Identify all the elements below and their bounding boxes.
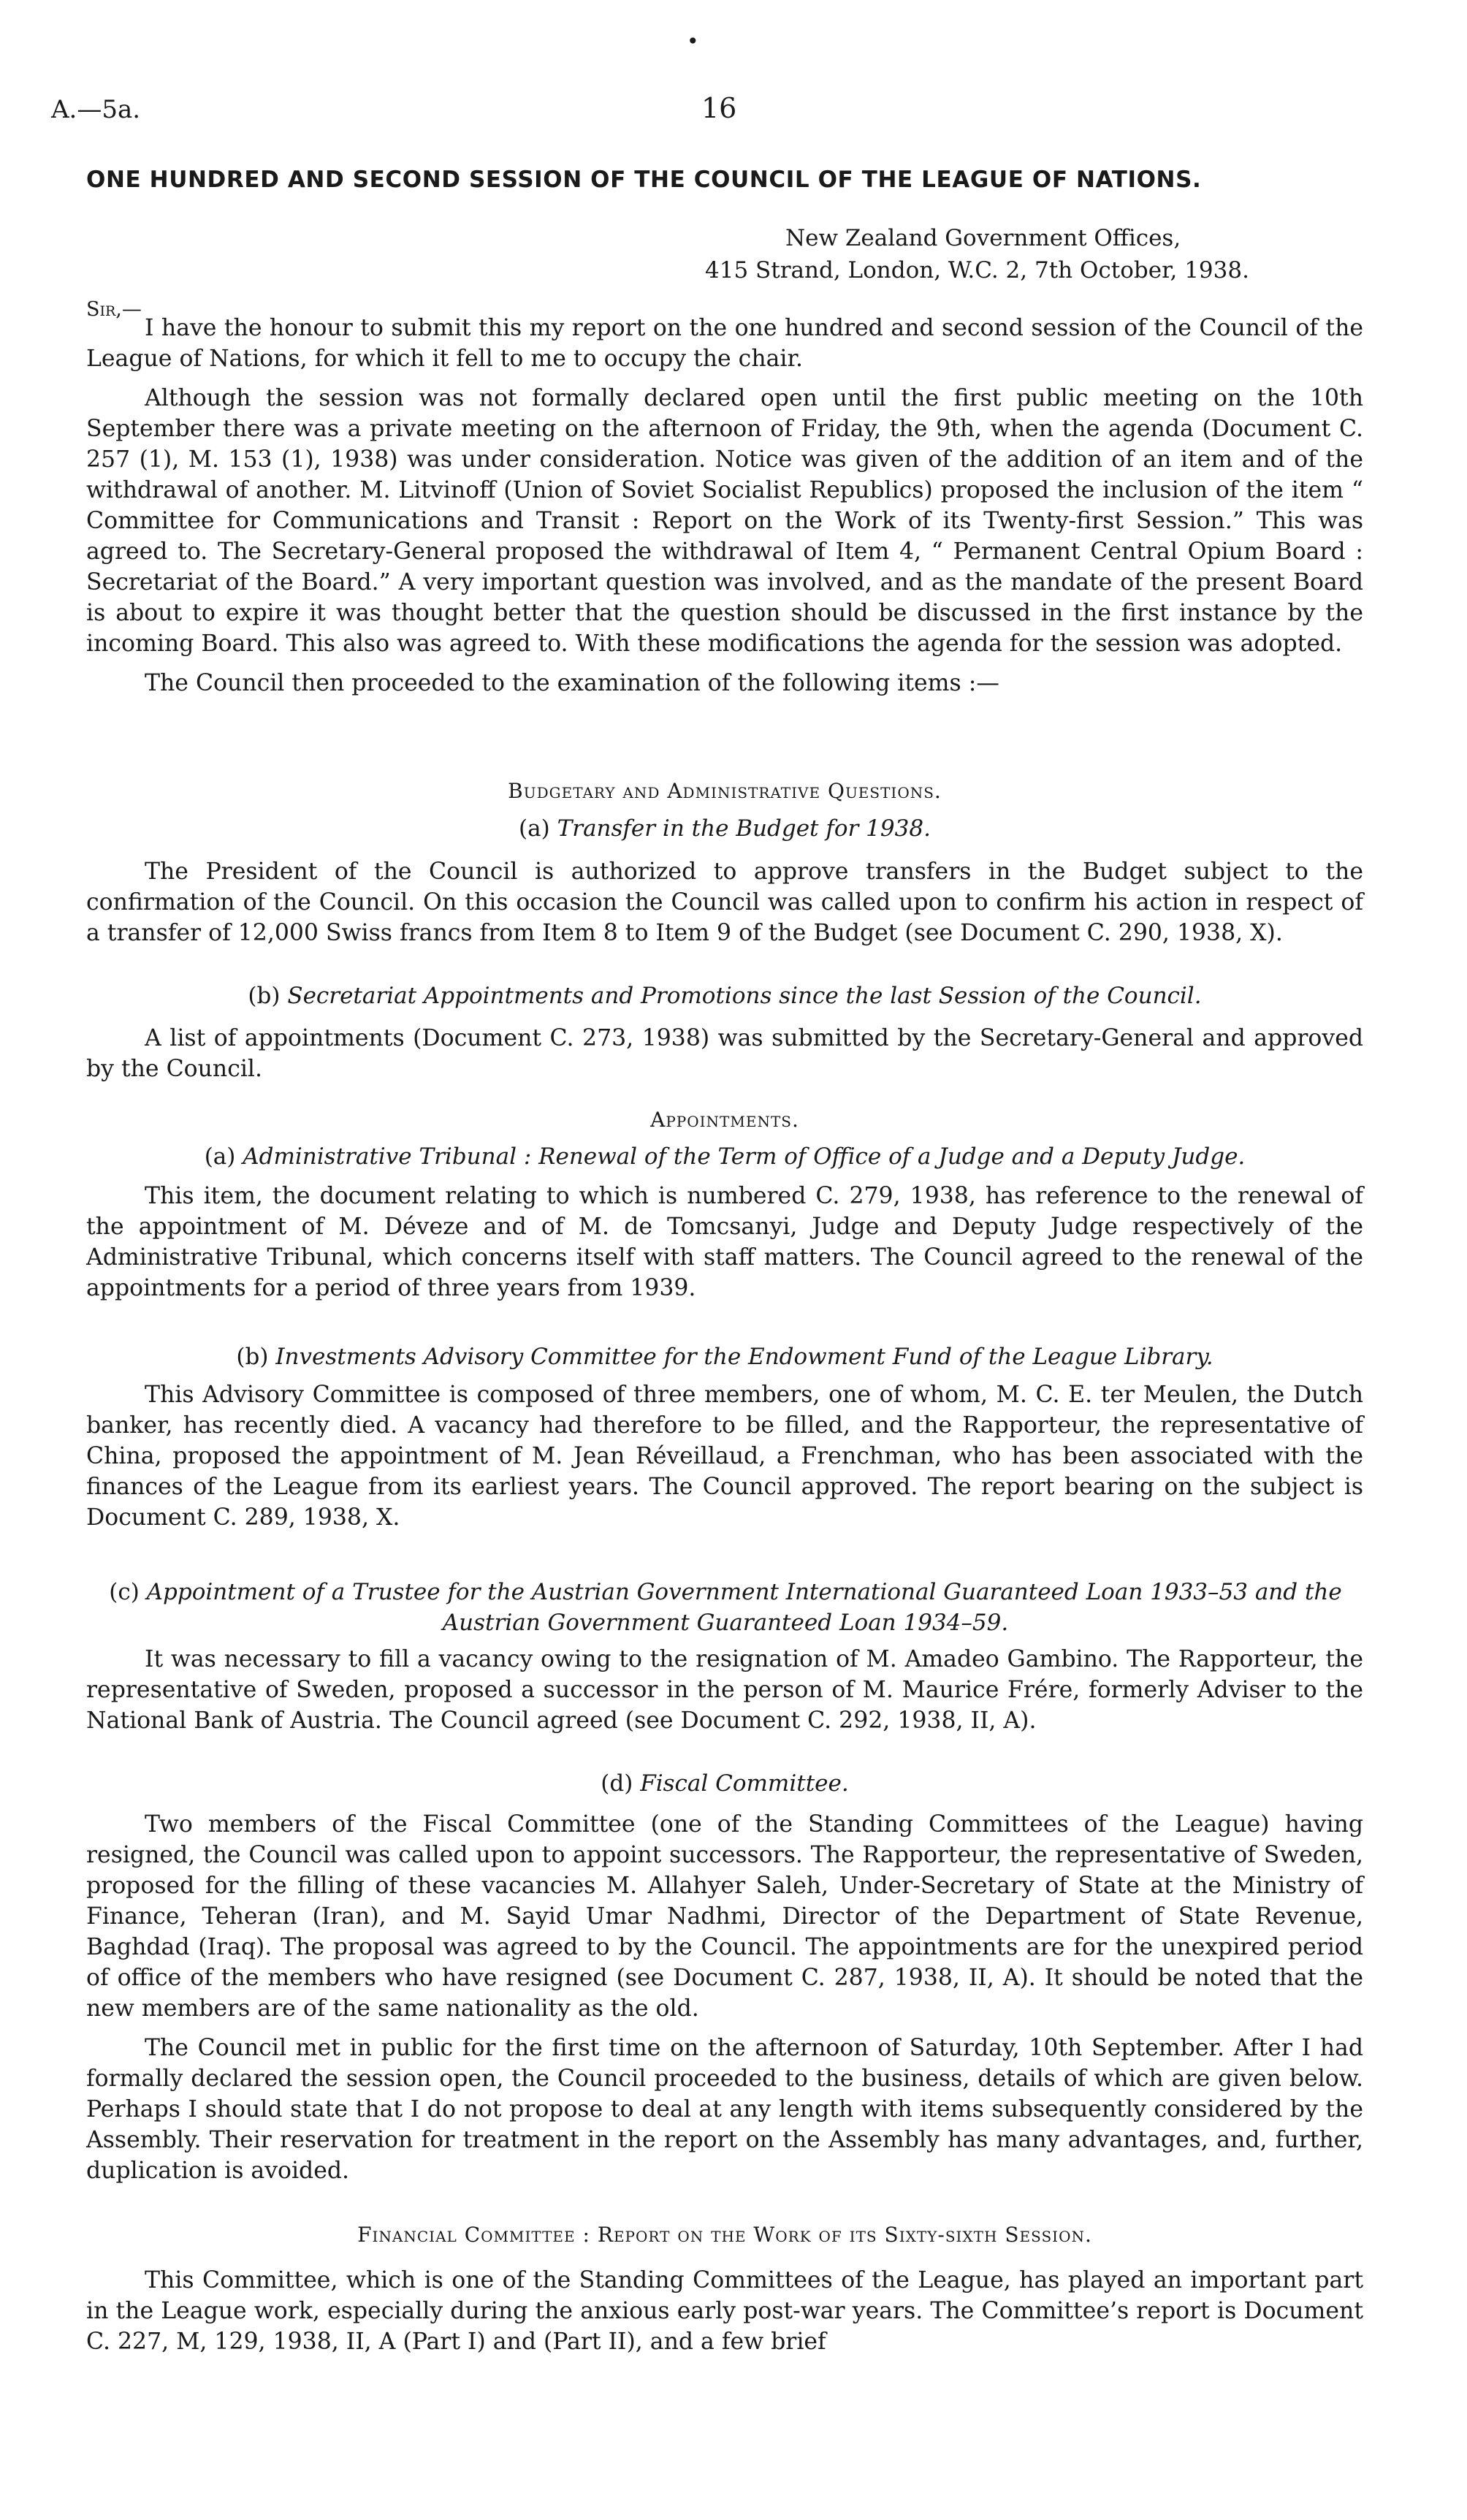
subheading-label: (b) bbox=[236, 1344, 269, 1370]
page-number: 16 bbox=[701, 92, 737, 124]
paragraph-intro: I have the honour to submit this my report on the one hundred and second session of the Council of the League of Nations, for which it fell to me to occupy the chair. bbox=[86, 315, 1363, 372]
tribunal-section bbox=[86, 1181, 1363, 1303]
paragraph-secretariat: A list of appointments (Document C. 273, 1938) was submitted by the Secretary-General and approved by the Council. bbox=[86, 1025, 1363, 1082]
page-title: ONE HUNDRED AND SECOND SESSION OF THE COUNCIL OF THE LEAGUE OF NATIONS. bbox=[86, 167, 1202, 193]
subheading-fiscal bbox=[86, 1768, 1363, 1799]
trustee-section bbox=[86, 1644, 1363, 1736]
heading-budgetary: Budgetary and Administrative Questions. bbox=[508, 779, 942, 803]
budget-transfer-section bbox=[86, 856, 1363, 948]
paragraph-fiscal-appointments: Two members of the Fiscal Committee (one of the Standing Committees of the League) having resigned, the Council was called upon to appoint successors. The Rapporteur, the representative of Sweden, proposed for the filling of these vacancies M. Allahyer Saleh, Under-Secretary of State at the Ministry of Finance, Teheran (Iran), and M. Sayid Umar Nadhmi, Director of the Department of State Revenue, Baghdad (Iraq). The proposal was agreed to by the Council. The appointments are for the unexpired period of office of the members who have resigned (see Document C. 287, 1938, II, A). It should be noted that the new members are of the same nationality as the old. bbox=[86, 1811, 1363, 2022]
paragraph-items: The Council then proceeded to the examination of the following items :— bbox=[145, 670, 999, 696]
paragraph-public-meeting: The Council met in public for the first time on the afternoon of Saturday, 10th September. After I had formally declared the session open, the Council proceeded to the business, details of which are given below. Perhaps I should state that I do not propose to deal at any length with items subsequently considered by the Assembly. Their reservation for treatment in the report on the Assembly has many advantages, and, further, duplication is avoided. bbox=[86, 2035, 1363, 2184]
subheading-tribunal bbox=[86, 1141, 1363, 1172]
subheading-label: (b) bbox=[248, 983, 281, 1009]
subheading-text: Fiscal Committee. bbox=[640, 1770, 849, 1797]
subheading-budget-transfer bbox=[86, 813, 1363, 844]
subheading-text: Administrative Tribunal : Renewal of the Term of Office of a Judge and a Deputy Judge. bbox=[243, 1143, 1246, 1170]
page-mark: • bbox=[687, 29, 699, 53]
subheading-secretariat bbox=[86, 981, 1363, 1011]
paragraph-investments: This Advisory Committee is composed of three members, one of whom, M. C. E. ter Meulen, the Dutch banker, has recently died. A vacancy had therefore to be filled, and the Rapporteur, the representative of China, proposed the appointment of M. Jean Réveillaud, a Frenchman, who has been associated with the finances of the League from its earliest years. The Council approved. The report bearing on the subject is Document C. 289, 1938, X. bbox=[86, 1382, 1363, 1531]
subheading-label: (d) bbox=[601, 1770, 633, 1797]
subheading-label: (c) bbox=[109, 1579, 140, 1605]
document-code: A.—5a. bbox=[51, 95, 141, 124]
financial-committee-section bbox=[86, 2265, 1363, 2357]
paragraph-budget-transfer: The President of the Council is authorized to approve transfers in the Budget subject to the confirmation of the Council. On this occasion the Council was called upon to confirm his action in respect of a transfer of 12,000 Swiss francs from Item 8 to Item 9 of the Budget (see Document C. 290, 1938, X). bbox=[86, 859, 1363, 946]
heading-appointments: Appointments. bbox=[650, 1108, 799, 1132]
subheading-text: Transfer in the Budget for 1938. bbox=[557, 815, 931, 842]
intro-section bbox=[86, 313, 1363, 698]
paragraph-session: Although the session was not formally declared open until the first public meeting on the 10th September there was a private meeting on the afternoon of Friday, the 9th, when the agenda (Document C. 257 (1), M. 153 (1), 1938) was under consideration. Notice was given of the addition of an item and of the withdrawal of another. M. Litvinoff (Union of Soviet Socialist Republics) proposed the inclusion of the item “ Committee for Communications and Transit : Report on the Work of its Twenty-first Session.” This was agreed to. The Secretary-General proposed the withdrawal of Item 4, “ Permanent Central Opium Board : Secretariat of the Board.” A very important question was involved, and as the mandate of the present Board is about to expire it was thought better that the question should be discussed in the first instance by the incoming Board. This also was agreed to. With these modifications the agenda for the session was adopted. bbox=[86, 385, 1363, 657]
paragraph-trustee: It was necessary to fill a vacancy owing to the resignation of M. Amadeo Gambino. The Rapporteur, the representative of Sweden, proposed a successor in the person of M. Maurice Frére, formerly Adviser to the National Bank of Austria. The Council agreed (see Document C. 292, 1938, II, A). bbox=[86, 1646, 1363, 1734]
subheading-text: Appointment of a Trustee for the Austrian Government International Guaranteed Loan 1933–53 and the Austrian Government Guaranteed Loan 1934–59. bbox=[146, 1579, 1342, 1636]
paragraph-financial-committee: This Committee, which is one of the Standing Committees of the League, has played an important part in the League work, especially during the anxious early post-war years. The Committee’s report is Document C. 227, M, 129, 1938, II, A (Part I) and (Part II), and a few brief bbox=[86, 2267, 1363, 2355]
fiscal-section bbox=[86, 1809, 1363, 2186]
salutation: Sir,— bbox=[86, 298, 142, 321]
subheading-label: (a) bbox=[204, 1143, 236, 1170]
subheading-label: (a) bbox=[519, 815, 550, 842]
subheading-text: Investments Advisory Committee for the Endowment Fund of the League Library. bbox=[275, 1344, 1213, 1370]
paragraph-tribunal: This item, the document relating to which is numbered C. 279, 1938, has reference to the renewal of the appointment of M. Déveze and of M. de Tomcsanyi, Judge and Deputy Judge respectively of the Administrative Tribunal, which concerns itself with staff matters. The Council agreed to the renewal of the appointments for a period of three years from 1939. bbox=[86, 1183, 1363, 1301]
subheading-investments bbox=[86, 1341, 1363, 1372]
address-line-2: 415 Strand, London, W.C. 2, 7th October, 1938. bbox=[705, 257, 1249, 283]
investments-section bbox=[86, 1379, 1363, 1533]
subheading-trustee bbox=[108, 1577, 1343, 1638]
secretariat-section bbox=[86, 1023, 1363, 1084]
address-line-1: New Zealand Government Offices, bbox=[785, 225, 1181, 251]
heading-financial-committee: Financial Committee : Report on the Work of its Sixty-sixth Session. bbox=[357, 2223, 1092, 2247]
subheading-text: Secretariat Appointments and Promotions since the last Session of the Council. bbox=[287, 983, 1202, 1009]
